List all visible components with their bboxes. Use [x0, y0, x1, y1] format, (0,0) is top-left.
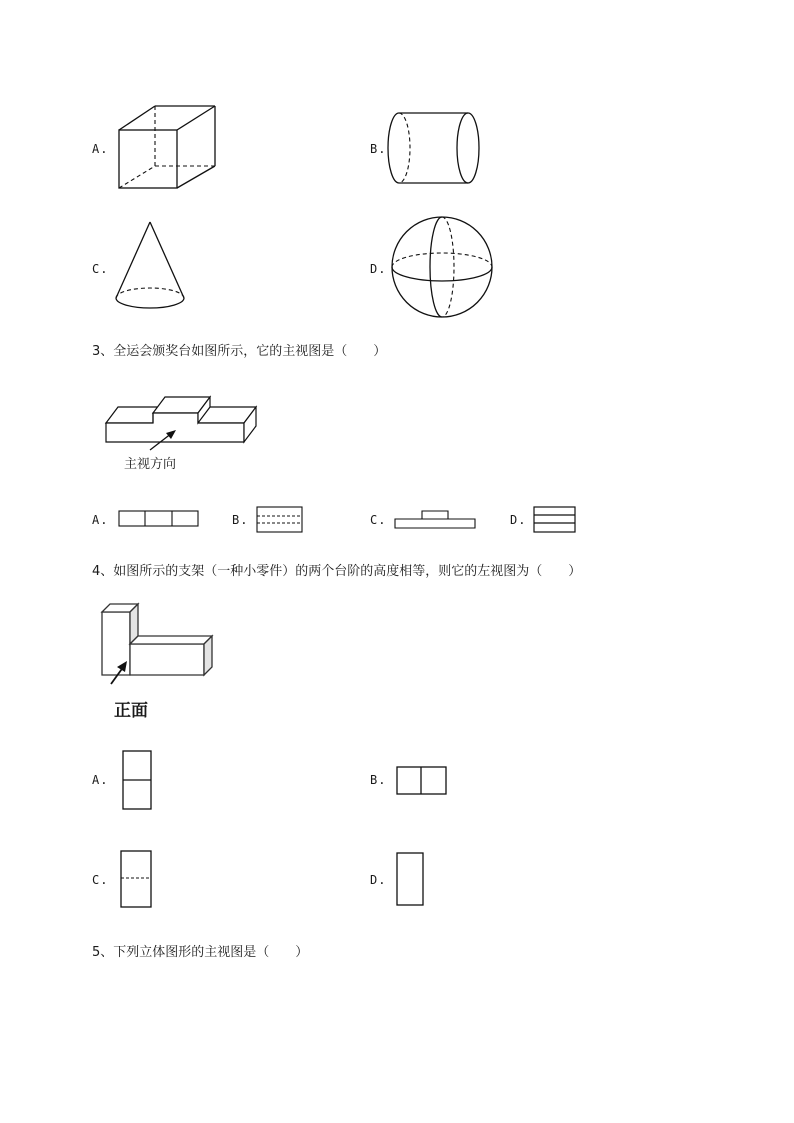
q2-option-b-label: B.	[370, 142, 387, 156]
q4-option-b-shape	[396, 766, 448, 796]
q2-option-c-label: C.	[92, 262, 109, 276]
q4-option-a-shape	[122, 750, 154, 812]
q4-figure-caption: 正面	[114, 701, 148, 721]
bracket-figure	[98, 600, 218, 700]
q4-option-d-shape	[396, 852, 426, 908]
cylinder-icon	[388, 110, 488, 190]
q3-option-c-shape	[394, 508, 478, 530]
q5-question: 5、下列立体图形的主视图是（ ）	[92, 945, 309, 960]
q3-figure-caption: 主视方向	[124, 457, 177, 472]
cube-icon	[110, 100, 230, 195]
q3-option-a-label: A.	[92, 513, 109, 527]
q3-option-b-shape	[256, 506, 304, 534]
cone-icon	[110, 218, 200, 313]
q4-option-a-label: A.	[92, 773, 109, 787]
q3-option-a-shape	[118, 510, 200, 528]
q4-option-d-label: D.	[370, 873, 387, 887]
q3-option-d-shape	[533, 506, 577, 534]
q2-option-d-label: D.	[370, 262, 387, 276]
q4-option-c-label: C.	[92, 873, 109, 887]
q4-option-c-shape	[120, 850, 154, 910]
q2-option-a-label: A.	[92, 142, 109, 156]
q3-option-b-label: B.	[232, 513, 249, 527]
q3-option-c-label: C.	[370, 513, 387, 527]
q4-option-b-label: B.	[370, 773, 387, 787]
sphere-icon	[390, 215, 500, 325]
q4-question: 4、如图所示的支架（一种小零件）的两个台阶的高度相等，则它的左视图为（ ）	[92, 564, 582, 579]
q3-question: 3、全运会颁奖台如图所示，它的主视图是（ ）	[92, 344, 387, 359]
q3-option-d-label: D.	[510, 513, 527, 527]
